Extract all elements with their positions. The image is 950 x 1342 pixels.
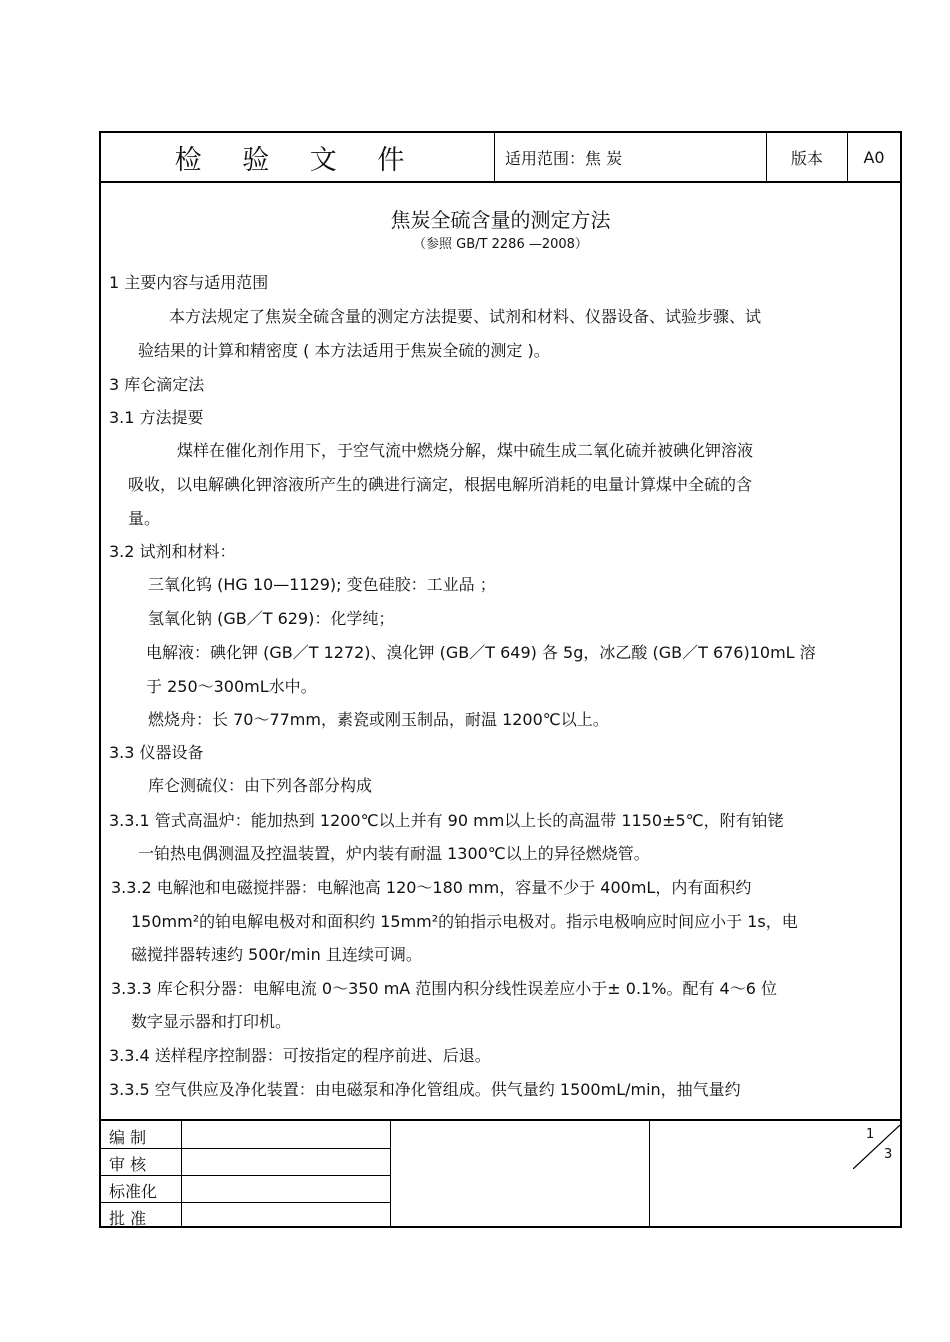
sign-row-approve xyxy=(101,1202,390,1229)
text-line: 三氧化钨 (HG 10—1129); 变色硅胶：工业品 ； xyxy=(148,575,496,594)
text-line: 本方法规定了焦炭全硫含量的测定方法提要、试剂和材料、仪器设备、试验步骤、试 xyxy=(169,307,762,326)
text-line: 磁搅拌器转速约 500r/min 且连续可调。 xyxy=(131,945,422,964)
text-line: 1 主要内容与适用范围 xyxy=(109,273,269,292)
text-line: 3.1 方法提要 xyxy=(109,408,204,427)
text-line: 3.3 仪器设备 xyxy=(109,743,204,762)
text-line: 3.3.3 库仑积分器：电解电流 0～350 mA 范围内积分线性误差应小于± 0.1%。配有 4～6 位 xyxy=(111,979,777,998)
version-label: 版本 xyxy=(767,133,848,181)
sign-row-review xyxy=(101,1148,390,1176)
text-line: 150mm²的铂电解电极对和面积约 15mm²的铂指示电极对。指示电极响应时间应小于 1s，电 xyxy=(131,912,798,931)
text-line: 吸收，以电解碘化钾溶液所产生的碘进行滴定，根据电解所消耗的电量计算煤中全硫的含 xyxy=(128,475,753,494)
version-value: A0 xyxy=(863,147,885,167)
sign-label: 编 制 xyxy=(109,1128,147,1147)
text-line: 验结果的计算和精密度 ( 本方法适用于焦炭全硫的测定 )。 xyxy=(138,341,550,360)
text-line: 于 250～300mL水中。 xyxy=(146,677,317,696)
text-line: 量。 xyxy=(128,509,161,528)
text-line: 煤样在催化剂作用下，于空气流中燃烧分解，煤中硫生成二氧化硫并被碘化钾溶液 xyxy=(177,441,754,460)
page-total: 3 xyxy=(884,1147,893,1162)
divider xyxy=(181,1121,182,1228)
text-line: 电解液：碘化钾 (GB／T 1272)、溴化钾 (GB／T 649) 各 5g，冰乙酸 (GB／T 676)10mL 溶 xyxy=(146,643,816,662)
sign-label: 批 准 xyxy=(109,1209,147,1228)
text-line: 一铂热电偶测温及控温装置，炉内装有耐温 1300℃以上的异径燃烧管。 xyxy=(138,844,650,863)
page-diagonal xyxy=(853,1125,900,1169)
sign-label: 审 核 xyxy=(109,1155,147,1174)
divider xyxy=(390,1121,391,1228)
sign-row-compile xyxy=(101,1121,390,1149)
text-line: 3.3.2 电解池和电磁搅拌器：电解池高 120～180 mm，容量不少于 400mL，内有面积约 xyxy=(111,878,752,897)
header-row xyxy=(101,133,900,183)
text-line: 库仑测硫仪：由下列各部分构成 xyxy=(148,776,373,795)
text-line: 数字显示器和打印机。 xyxy=(131,1012,292,1031)
doc-title: 焦炭全硫含量的测定方法 xyxy=(390,208,611,232)
page-number: 1 xyxy=(866,1127,875,1142)
text-line: 3 库仑滴定法 xyxy=(109,375,205,394)
sign-label: 标准化 xyxy=(109,1182,158,1201)
doc-type: 检 验 文 件 xyxy=(101,133,495,181)
signature-table xyxy=(101,1119,900,1228)
sign-row-standard xyxy=(101,1175,390,1203)
text-line: 氢氧化钠 (GB／T 629)：化学纯； xyxy=(148,609,395,628)
text-line: 燃烧舟：长 70～77mm，素瓷或刚玉制品，耐温 1200℃以上。 xyxy=(148,710,609,729)
document-frame xyxy=(99,131,902,1228)
divider xyxy=(649,1121,650,1228)
text-line: 3.3.5 空气供应及净化装置：由电磁泵和净化管组成。供气量约 1500mL/min，抽气量约 xyxy=(109,1080,741,1099)
doc-subtitle: （参照 GB/T 2286 —2008） xyxy=(413,237,588,252)
text-line: 3.3.4 送样程序控制器：可按指定的程序前进、后退。 xyxy=(109,1046,491,1065)
text-line: 3.2 试剂和材料： xyxy=(109,542,236,561)
scope-cell: 适用范围：焦 炭 xyxy=(495,133,767,181)
text-line: 3.3.1 管式高温炉：能加热到 1200℃以上并有 90 mm以上长的高温带 1150±5℃，附有铂铑 xyxy=(109,811,784,830)
